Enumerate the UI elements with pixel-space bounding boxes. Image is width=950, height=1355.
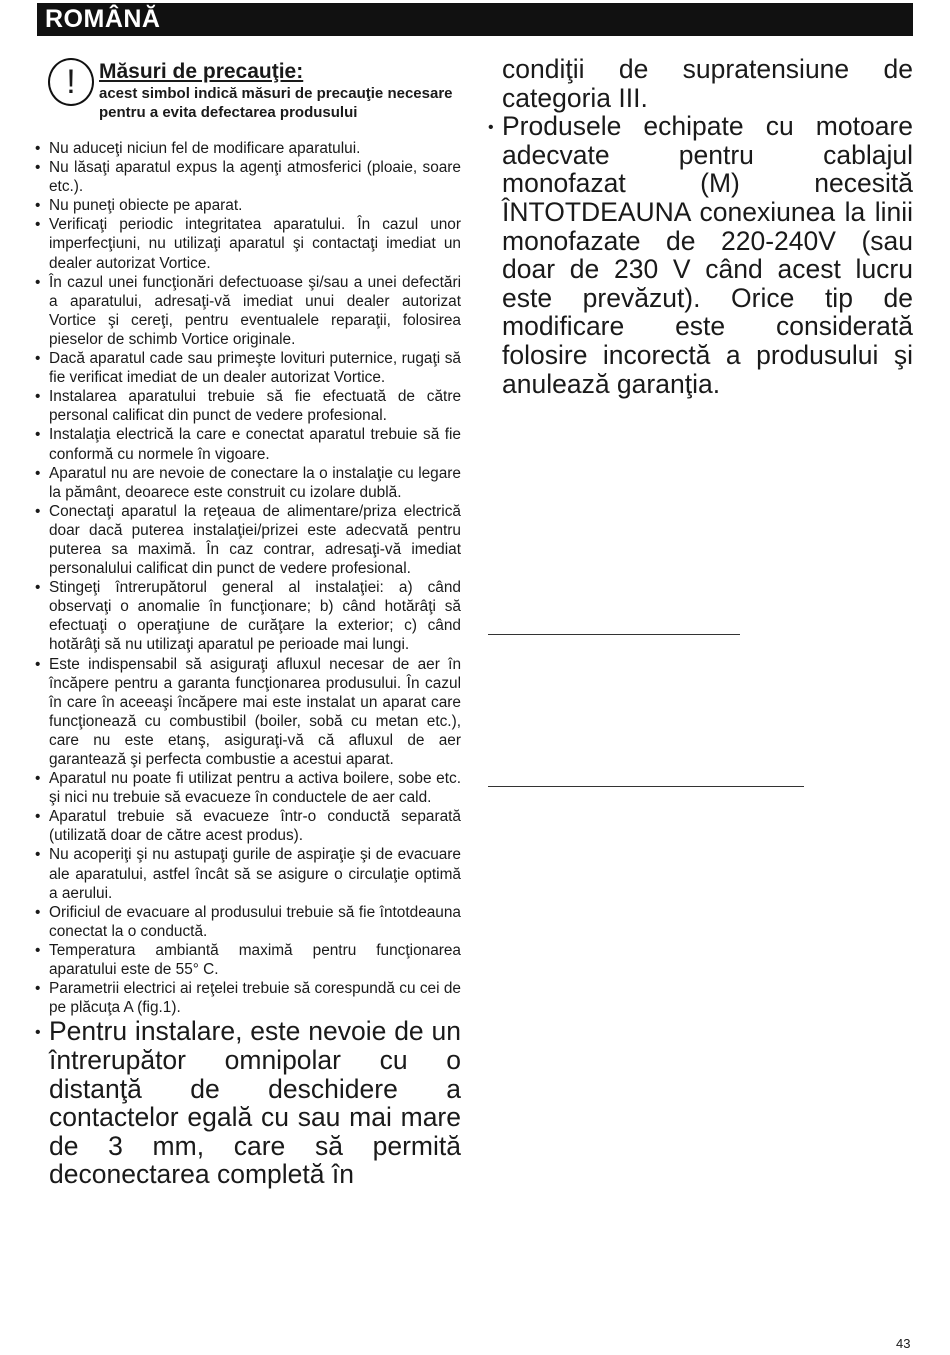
list-item: • Instalarea aparatului trebuie să fie efectuată de către personal calificat din punct de vedere profesional.	[35, 387, 461, 425]
list-item: • Parametrii electrici ai reţelei trebuie să corespundă cu cei de pe plăcuţa A (fig.1).	[35, 979, 461, 1017]
list-item: • Nu acoperiţi şi nu astupaţi gurile de aspiraţie şi de evacuare ale aparatului, astfel încât să se asigure o circulaţie optimă a aerului.	[35, 845, 461, 902]
right-list	[488, 112, 913, 398]
continued-text: condiţii de supratensiune de categoria III.	[502, 54, 913, 113]
horizontal-rule	[488, 634, 740, 635]
list-item: • Verificaţi periodic integritatea aparatului. În cazul unor imperfecţiuni, nu utilizaţi aparatul şi contactaţi imediat un dealer autorizat Vortice.	[35, 215, 461, 272]
warning-exclamation-icon	[48, 58, 94, 106]
list-item: • Orificiul de evacuare al produsului trebuie să fie întotdeauna conectat la o conductă.	[35, 903, 461, 941]
list-item: • Conectaţi aparatul la reţeaua de alimentare/priza electrică doar dacă puterea instalaţiei/prizei este adecvată pentru puterea sa maximă. În caz contrar, adresaţi-vă imediat personalului calificat din punct de vedere profesional.	[35, 502, 461, 578]
list-item: • Temperatura ambiantă maximă pentru funcţionarea aparatului este de 55° C.	[35, 941, 461, 979]
precaution-list	[35, 139, 461, 1189]
list-item: • Aparatul nu are nevoie de conectare la o instalaţie cu legare la pământ, deoarece este construit cu izolare dublă.	[35, 464, 461, 502]
list-item: • Instalaţia electrică la care e conectat aparatul trebuie să fie conformă cu normele în vigoare.	[35, 425, 461, 463]
list-item: • Este indispensabil să asiguraţi afluxul necesar de aer în încăpere pentru a garanta funcţionarea produsului. În cazul în care în aceeaşi încăpere mai este instalat un aparat care funcţionează cu combustibil (boiler, sobă cu metan etc.), care nu este etanş, asiguraţi-vă că afluxul de aer garantează şi perfecta combustie a acestui aparat.	[35, 655, 461, 770]
list-item-large: • Produsele echipate cu motoare adecvate pentru cablajul monofazat (M) necesită ÎNTOTDEAUNA conexiunea la linii monofazate de 220-240V (sau doar de 230 V când acest lucru este prevăzut). Orice tip de modificare este considerată folosire incorectă a produsului şi anulează garanţia.	[488, 112, 913, 398]
list-item: • Stingeţi întrerupătorul general al instalaţiei: a) când observaţi o anomalie în funcţionare; b) când hotărâţi să efectuaţi o operaţiune de curăţare la exterior; c) când hotărâţi să nu utilizaţi aparatul pe perioade mai lungi.	[35, 578, 461, 654]
list-item: • Aparatul trebuie să evacueze într-o conductă separată (utilizată doar de către acest produs).	[35, 807, 461, 845]
list-item: • În cazul unei funcţionări defectuoase şi/sau a unei defectări a aparatului, adresaţi-vă imediat unui dealer autorizat Vortice şi cereţi, pentru eventualele reparaţii, folosirea pieselor de schimb Vortice originale.	[35, 273, 461, 349]
precaution-block	[48, 58, 453, 122]
list-item: • Nu puneţi obiecte pe aparat.	[35, 196, 461, 215]
page-number: 43	[896, 1336, 911, 1351]
horizontal-rule	[488, 786, 804, 787]
exclamation-glyph: !	[66, 63, 76, 101]
precaution-title: Măsuri de precauţie:	[99, 60, 304, 83]
language-title: ROMÂNĂ	[45, 5, 161, 33]
list-item: • Nu aduceţi niciun fel de modificare aparatului.	[35, 139, 461, 158]
left-column	[35, 139, 461, 1189]
language-header	[37, 3, 913, 36]
list-item: • Nu lăsaţi aparatul expus la agenţi atmosferici (ploaie, soare etc.).	[35, 158, 461, 196]
list-item: • Aparatul nu poate fi utilizat pentru a activa boilere, sobe etc. şi nici nu trebuie să evacueze în conductele de aer cald.	[35, 769, 461, 807]
list-item-large: • Pentru instalare, este nevoie de un întrerupător omnipolar cu o distanţă de deschidere a contactelor egală cu sau mai mare de 3 mm, care să permită deconectarea completă în	[35, 1017, 461, 1189]
precaution-subtitle: acest simbol indică măsuri de precauţie necesare pentru a evita defectarea produsului	[99, 85, 453, 121]
list-item: • Dacă aparatul cade sau primeşte lovituri puternice, rugaţi să fie verificat imediat de un dealer autorizat Vortice.	[35, 349, 461, 387]
right-column	[488, 55, 913, 398]
